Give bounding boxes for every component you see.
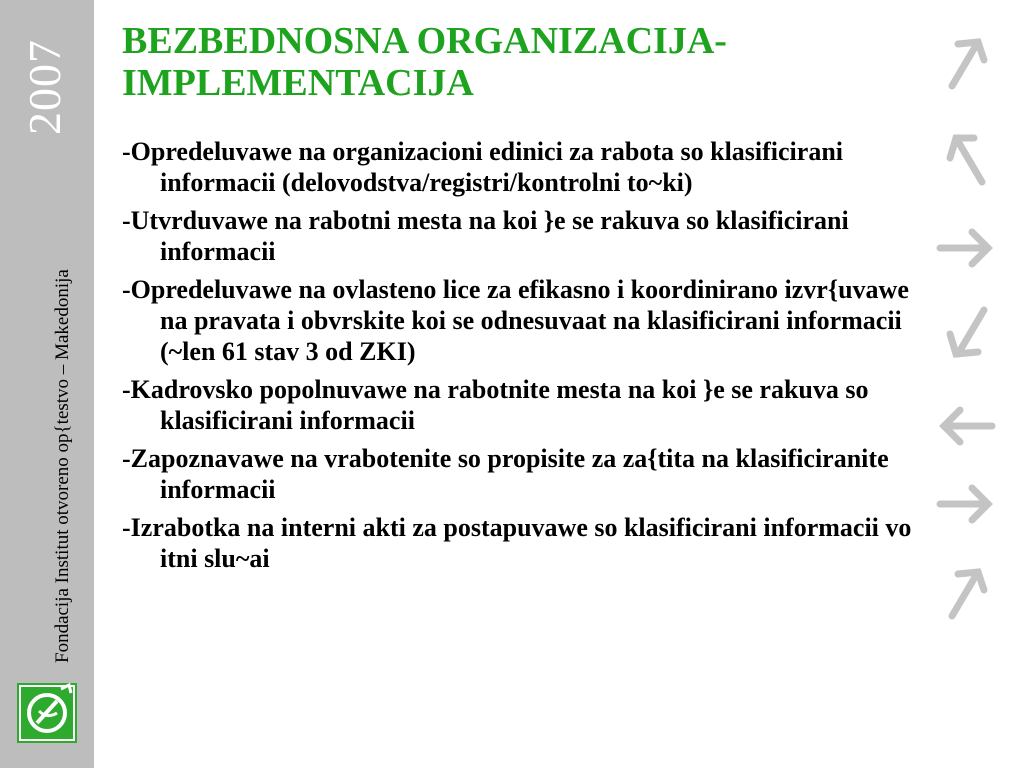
bullet-list (122, 136, 934, 581)
slide-title: BEZBEDNOSNA ORGANIZACIJA-IMPLEMENTACIJA (122, 20, 727, 104)
list-item: -Utvrduvawe na rabotni mesta na koi }e se rakuva so klasificirani informacii (122, 206, 849, 266)
arrow-right-icon (936, 218, 996, 278)
arrow-left-icon (936, 396, 996, 456)
list-item: -Opredeluvawe na ovlasteno lice za efikasno i koordinirano izvr{uvawe na pravata i obvrskite koi se odnesuvaat na klasificirani informacii (~len 61 stav 3 od ZKI) (122, 275, 909, 366)
year-label: 2007 (19, 39, 70, 135)
organization-name: Fondacija Institut otvoreno op{testvo – Makedonija (52, 269, 73, 663)
arrow-down-left-icon (936, 304, 996, 364)
arrow-up-left-icon (936, 128, 996, 188)
list-item: -Izrabotka na interni akti za postapuvawe so klasificirani informacii vo itni slu~ai (122, 513, 912, 573)
sidebar (0, 0, 94, 768)
arrow-up-right-icon (936, 32, 996, 92)
list-item: -Kadrovsko popolnuvawe na rabotnite mesta na koi }e se rakuva so klasificirani informacii (122, 375, 869, 435)
arrow-up-right-icon (936, 562, 996, 622)
arrow-right-icon (936, 474, 996, 534)
list-item: -Zapoznavawe na vrabotenite so propisite za za{tita na klasificiranite informacii (122, 444, 889, 504)
list-item: -Opredeluvawe na organizacioni edinici za rabota so klasificirani informacii (delovodstva/registri/kontrolni to~ki) (122, 137, 844, 197)
foundation-logo-icon (17, 683, 77, 743)
